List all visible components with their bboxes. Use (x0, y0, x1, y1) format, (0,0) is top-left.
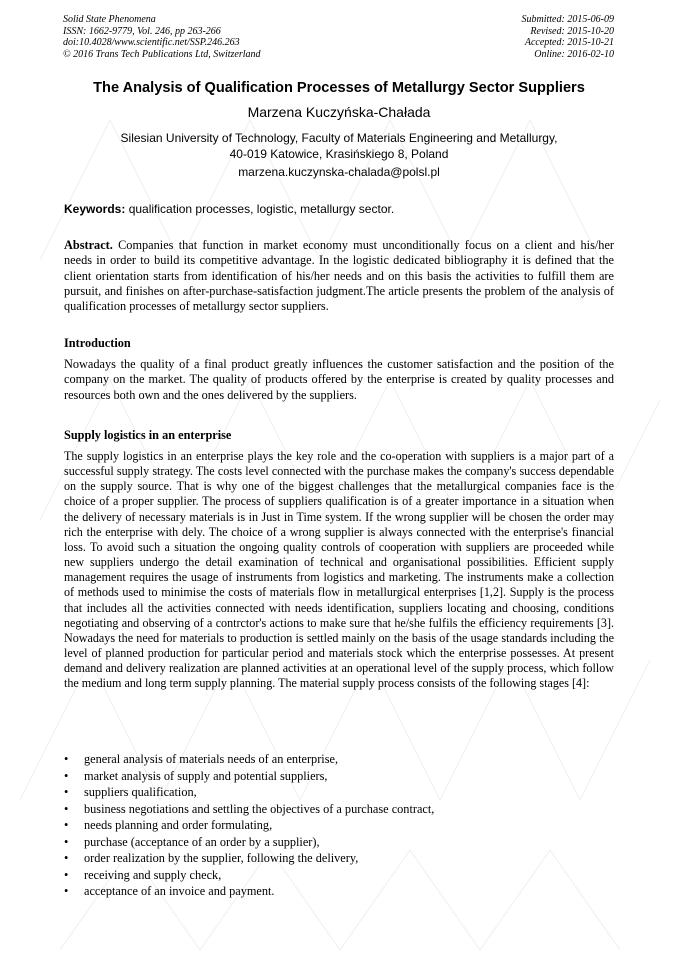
journal-name: Solid State Phenomena (63, 14, 156, 25)
accepted-date: Accepted: 2015-10-21 (524, 37, 614, 48)
list-item: • business negotiations and settling the objectives of a purchase contract, (64, 801, 624, 818)
author-email[interactable]: marzena.kuczynska-chalada@polsl.pl (238, 165, 440, 179)
supply-stages-list (64, 751, 624, 900)
abstract-text: Companies that function in market economy must unconditionally focus on a client and his/her needs in order to build its competitive advantage. In the logistic dedicated bibliography it is defined that the client orientation starts from identification of his/her needs and on this basis the activities to fulfill them are pursuit, and finishes on after-purchase-satisfaction judgment.The article presents the problem of the analysis of qualification processes of metallurgy sector suppliers. (64, 238, 614, 314)
introduction-text: Nowadays the quality of a final product greatly influences the customer satisfaction and the position of the company on the market. The quality of products offered by the enterprise is created by quality processes and resources both own and the ones delivered by the suppliers. (64, 357, 614, 402)
submitted-date: Submitted: 2015-06-09 (521, 14, 614, 25)
abstract-label: Abstract. (64, 238, 113, 252)
doi-link[interactable]: doi:10.4028/www.scientific.net/SSP.246.263 (63, 37, 240, 48)
affiliation-line: 40-019 Katowice, Krasińskiego 8, Poland (229, 147, 449, 161)
list-item: • suppliers qualification, (64, 784, 624, 801)
online-date: Online: 2016-02-10 (534, 48, 614, 60)
list-item: • acceptance of an invoice and payment. (64, 883, 624, 900)
keywords-text: qualification processes, logistic, metallurgy sector. (128, 202, 395, 216)
publication-dates (522, 14, 615, 60)
author-name: Marzena Kuczyńska-Chałada (247, 104, 431, 120)
keywords-label: Keywords: (64, 202, 126, 216)
list-item: • order realization by the supplier, following the delivery, (64, 850, 624, 867)
issn-line: ISSN: 1662-9779, Vol. 246, pp 263-266 (63, 25, 221, 37)
paper-title: The Analysis of Qualification Processes of Metallurgy Sector Suppliers (93, 80, 585, 96)
abstract (64, 238, 614, 314)
keywords (64, 202, 616, 216)
supply-logistics-text: The supply logistics in an enterprise plays the key role and the co-operation with suppliers is a major part of a successful supply strategy. The costs level connected with the purchase makes the company's success dependable on the supply source. That is why one of the biggest challenges that the metallurgical companies face is the choice of a proper supplier. The process of suppliers qualification is of a greater importance in a situation when the delivery of necessary materials is in Just in Time system. If the wrong supplier will be chosen the order may rich the enterprise with dely. The choice of a wrong supplier is always connected with the enterprise's financial loss. To avoid such a situation the ongoing quality controls of cooperation with suppliers are proceeded while new suppliers undergo the detail examination of technical and organisational possibilities. Efficient supply management requires the usage of instruments from logistics and marketing. The instruments make a collection of methods used to minimise the costs of materials flow in metallurgical enterprises [1,2]. Supply is the process that includes all the activities connected with needs identification, suppliers locating and choosing, conditions negotiating and observing of a contrctor's actions to make sure that he/she fulfils the efficiency requirements [3]. Nowadays the need for materials to production is settled mainly on the basis of the usage standards including the level of planned production for particular period and materials stock which the enterprise possesses. At present demand and delivery realization are planned activities at an operational level of the supply process, which follow the medium and long term supply planning. The material supply process consists of the following stages [4]: (64, 449, 614, 691)
journal-info (63, 14, 261, 60)
list-item: • receiving and supply check, (64, 867, 624, 884)
list-item: • general analysis of materials needs of an enterprise, (64, 751, 624, 768)
list-item: • market analysis of supply and potential suppliers, (64, 768, 624, 785)
copyright-line: © 2016 Trans Tech Publications Ltd, Switzerland (63, 48, 261, 60)
supply-logistics-heading: Supply logistics in an enterprise (64, 428, 232, 442)
affiliation (0, 130, 678, 162)
list-item: • purchase (acceptance of an order by a supplier), (64, 834, 624, 851)
list-item: • needs planning and order formulating, (64, 817, 624, 834)
revised-date: Revised: 2015-10-20 (530, 25, 614, 37)
affiliation-line: Silesian University of Technology, Faculty of Materials Engineering and Metallurgy, (120, 131, 558, 145)
introduction-heading: Introduction (64, 336, 131, 350)
